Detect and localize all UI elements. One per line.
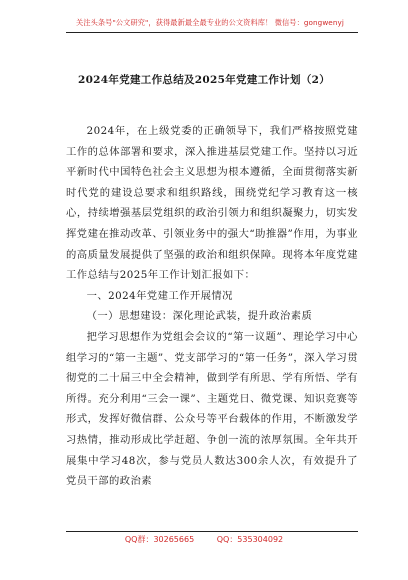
document-title: 2024年党建工作总结及2025年党建工作计划（2）	[77, 74, 331, 86]
section-heading: 一、2024年党建工作开展情况	[86, 289, 233, 302]
intro-paragraph: 2024年，在上级党委的正确领导下，我们严格按照党建工作的总体部署和要求，深入推进基层党建工作。坚持以习近平新时代中国特色社会主义思想为根本遵循，全面贯彻落实新时代党的建设总要求和组织路线，围绕党纪学习教育这一核心，持续增强基层党组织的政治引领力和组织凝聚力，切实发挥党建在推动改革、引领业务中的强大“助推器”作用，为事业的高质量发展提供了坚强的政治和组织保障。现将本年度党建工作总结与2025年工作计划汇报如下：	[66, 125, 358, 282]
footer-qq: QQ：535304092	[216, 535, 284, 544]
footer	[0, 534, 408, 545]
subsection-paragraph: 把学习思想作为党组会会议的“第一议题”、理论学习中心组学习的“第一主题”、党支部学习的“第一任务”，深入学习贯彻党的二十届三中全会精神，做到学有所思、学有所悟、学有所得。充分利用“三会一课”、主题党日、微党课、知识竞赛等形式，发挥好微信群、公众号等平台载体的作用，不断激发学习热情，推动形成比学赶超、争创一流的浓厚氛围。全年共开展集中学习48次，参与党员人数达300余人次，有效提升了党员干部的政治素	[66, 330, 358, 488]
subsection-heading: （一）思想建设：深化理论武装，提升政治素质	[86, 310, 313, 323]
footer-qq-group: QQ群：30265665	[124, 535, 195, 544]
header-banner: 关注头条号"公文研究"，获得最新最全最专业的公文资料库！ 微信号：gongwenyj	[76, 18, 344, 27]
header-divider	[66, 32, 358, 33]
footer-divider	[66, 531, 358, 532]
document-body	[66, 121, 358, 492]
